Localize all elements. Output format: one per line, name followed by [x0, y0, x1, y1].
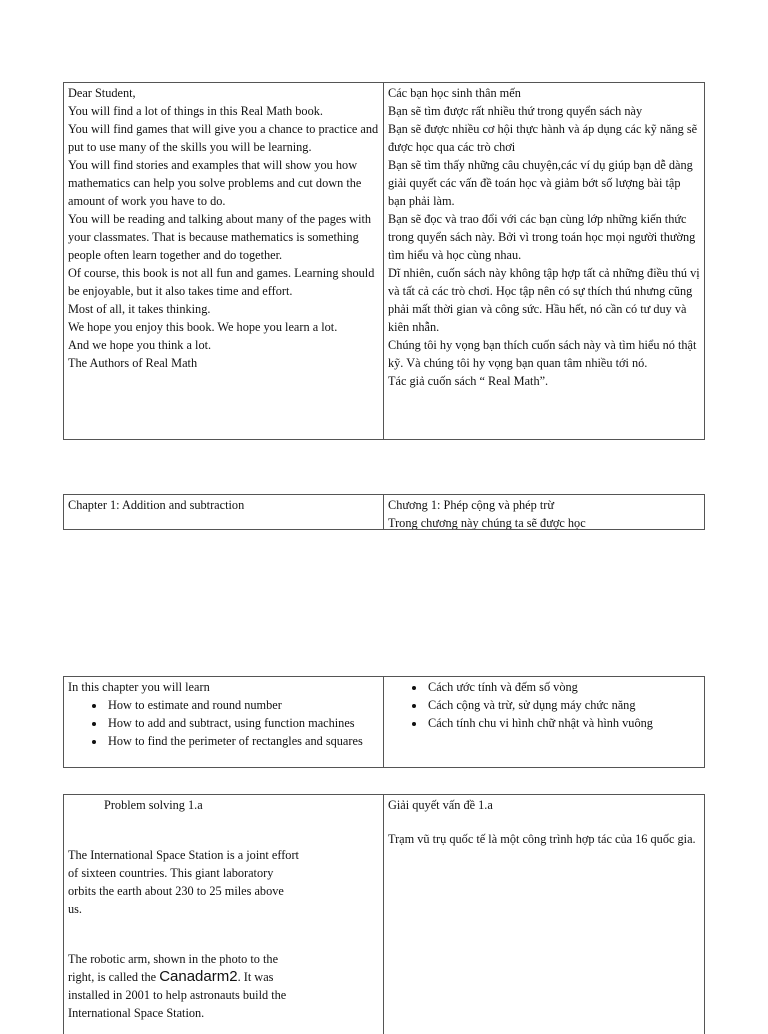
letter-vi-line: Bạn sẽ đọc và trao đổi với các bạn cùng lớp những kiến thức trong quyển sách này. Bởi vì trong toán học mọi người thường tìm hiểu và học cùng nhau.: [388, 212, 696, 262]
problem-title-vi: Giải quyết vấn đề 1.a: [388, 798, 493, 812]
letter-vi-line: Bạn sẽ được nhiều cơ hội thực hành và áp dụng các kỹ năng sẽ được học qua các trò chơi: [388, 122, 698, 154]
objectives-vietnamese-cell: [384, 677, 704, 767]
chapter-subtitle-vi: Trong chương này chúng ta sẽ được học: [388, 516, 586, 529]
list-item: • How to add and subtract, using function machines: [106, 714, 379, 732]
letter-vi-line: Các bạn học sinh thân mến: [388, 86, 521, 100]
letter-en-line: You will find stories and examples that will show you how mathematics can help you solve problems and cut down the amount of work you have to do.: [68, 158, 362, 208]
objectives-table: [63, 676, 705, 768]
list-item: • Cách cộng và trừ, sử dụng máy chức năng: [426, 696, 700, 714]
chapter-title-en: Chapter 1: Addition and subtraction: [68, 498, 245, 512]
problem-paragraph-en: [68, 846, 300, 918]
letter-en-signature: The Authors of Real Math: [68, 356, 198, 370]
problem-para2-before: The robotic arm, shown in the photo to the right, is called the: [68, 952, 279, 984]
objectives-list-vi: [388, 678, 700, 732]
problem-paragraph-vi: [388, 830, 700, 848]
letter-en-line: And we hope you think a lot.: [68, 338, 212, 352]
objectives-english-cell: [64, 677, 384, 767]
letter-vietnamese-cell: [384, 83, 704, 439]
letter-vi-line: Dĩ nhiên, cuốn sách này không tập hợp tất cả những điều thú vị và tất cả các trò chơi. Học tập nên có sự thích thú nhưng cũng phải mất thời gian và công sức. Hầu hết, nó cần có tư duy và kiên nhẫn.: [388, 266, 700, 334]
letter-en-line: Dear Student,: [68, 86, 136, 100]
chapter-table: [63, 494, 705, 530]
canadarm-term: Canadarm2: [159, 968, 238, 985]
letter-table: [63, 82, 705, 440]
objectives-heading-en: In this chapter you will learn: [68, 680, 210, 694]
list-item: • Cách ước tính và đếm số vòng: [426, 678, 700, 696]
letter-english-cell: [64, 83, 384, 439]
problem-english-cell: [64, 795, 384, 1034]
letter-en-line: Of course, this book is not all fun and games. Learning should be enjoyable, but it also takes time and effort.: [68, 266, 375, 298]
problem-para2-after: . It was installed in 2001 to help astronauts build the International Space Station.: [68, 970, 287, 1020]
letter-en-line: You will be reading and talking about many of the pages with your classmates. That is because mathematics is something people often learn together and do together.: [68, 212, 372, 262]
letter-vi-line: Bạn sẽ tìm được rất nhiều thứ trong quyển sách này: [388, 104, 643, 118]
letter-vi-line: Chúng tôi hy vọng bạn thích cuốn sách này và tìm hiểu nó thật kỹ. Và chúng tôi hy vọng bạn quan tâm nhiều tới nó.: [388, 338, 697, 370]
list-item: • How to estimate and round number: [106, 696, 379, 714]
objectives-list-en: [68, 696, 379, 750]
letter-en-line: Most of all, it takes thinking.: [68, 302, 211, 316]
chapter-english-cell: [64, 495, 384, 529]
letter-en-line: You will find games that will give you a chance to practice and put to use many of the skills you will be learning.: [68, 122, 379, 154]
letter-en-line: We hope you enjoy this book. We hope you learn a lot.: [68, 320, 338, 334]
problem-para-vi-text: Trạm vũ trụ quốc tế là một công trình hợp tác của 16 quốc gia.: [388, 832, 696, 846]
list-item: • Cách tính chu vi hình chữ nhật và hình vuông: [426, 714, 700, 732]
problem-para1-text: The International Space Station is a joint effort of sixteen countries. This giant laboratory orbits the earth about 230 to 25 miles above us.: [68, 848, 299, 916]
problem-table: [63, 794, 705, 1034]
letter-en-line: You will find a lot of things in this Real Math book.: [68, 104, 323, 118]
chapter-vietnamese-cell: [384, 495, 704, 529]
chapter-title-vi: Chương 1: Phép cộng và phép trừ: [388, 498, 555, 512]
problem-paragraph2-en: [68, 950, 300, 1022]
problem-vietnamese-cell: [384, 795, 704, 1034]
letter-vi-line: Bạn sẽ tìm thấy những câu chuyện,các ví dụ giúp bạn dễ dàng giải quyết các vấn đề toán học và giảm bớt số lượng bài tập bạn phải làm.: [388, 158, 693, 208]
letter-vi-signature: Tác giả cuốn sách “ Real Math”.: [388, 374, 549, 388]
list-item: • How to find the perimeter of rectangles and squares: [106, 732, 379, 750]
problem-title-en: Problem solving 1.a: [104, 798, 203, 812]
